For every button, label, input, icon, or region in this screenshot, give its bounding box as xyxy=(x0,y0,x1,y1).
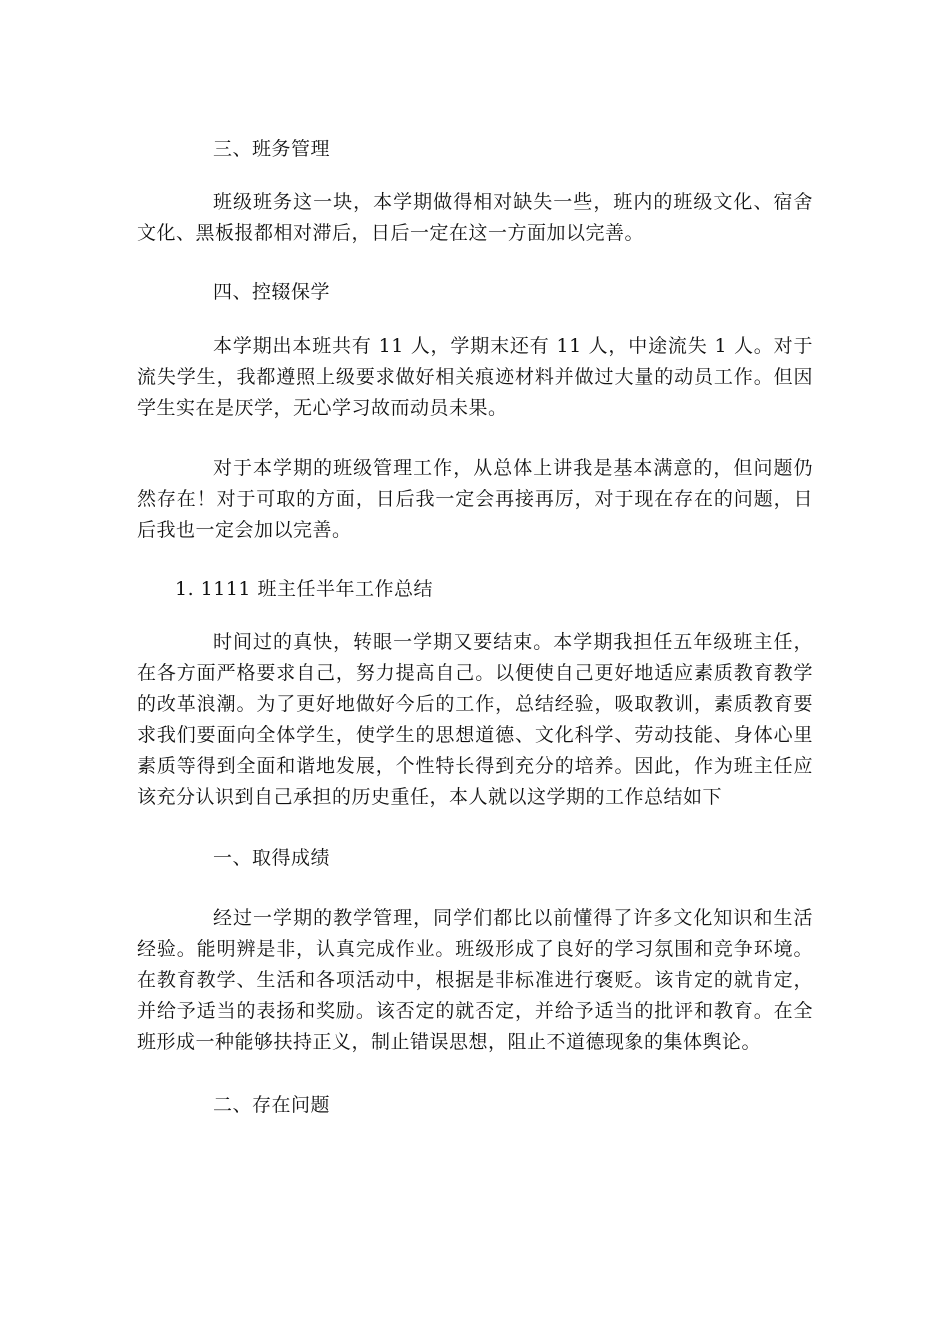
section4-heading: 四、控辍保学 xyxy=(213,281,331,303)
achievements-paragraph-block xyxy=(137,903,813,1058)
summary-paragraph-block xyxy=(137,453,813,546)
summary-paragraph: 对于本学期的班级管理工作，从总体上讲我是基本满意的，但问题仍然存在！对于可取的方面，日后我一定会再接再厉，对于现在存在的问题，日后我也一定会加以完善。 xyxy=(137,457,813,541)
section4-heading-block xyxy=(137,277,813,308)
section4-paragraph: 本学期出本班共有 11 人，学期末还有 11 人，中途流失 1 人。对于流失学生，我都遵照上级要求做好相关痕迹材料并做过大量的动员工作。但因学生实在是厌学，无心学习故而动员未果。 xyxy=(137,335,813,419)
section3-heading: 三、班务管理 xyxy=(213,138,331,160)
section3-paragraph-block xyxy=(137,187,813,249)
achievements-paragraph: 经过一学期的教学管理，同学们都比以前懂得了许多文化知识和生活经验。能明辨是非，认真完成作业。班级形成了良好的学习氛围和竞争环境。在教育教学、生活和各项活动中，根据是非标准进行褒贬。该肯定的就肯定，并给予适当的表扬和奖励。该否定的就否定，并给予适当的批评和教育。在全班形成一种能够扶持正义，制止错误思想，阻止不道德现象的集体舆论。 xyxy=(137,907,813,1053)
section3-heading-block xyxy=(137,134,813,165)
achievements-heading-block xyxy=(137,843,813,874)
article-title: 1. 1111 班主任半年工作总结 xyxy=(175,578,434,600)
problems-heading-block xyxy=(137,1090,813,1121)
article-title-block xyxy=(137,574,813,605)
section4-paragraph-block xyxy=(137,331,813,424)
intro-paragraph-block xyxy=(137,627,813,813)
achievements-heading: 一、取得成绩 xyxy=(213,847,331,869)
intro-paragraph: 时间过的真快，转眼一学期又要结束。本学期我担任五年级班主任，在各方面严格要求自己，努力提高自己。以便使自己更好地适应素质教育教学的改革浪潮。为了更好地做好今后的工作，总结经验，吸取教训，素质教育要求我们要面向全体学生，使学生的思想道德、文化科学、劳动技能、身体心里素质等得到全面和谐地发展，个性特长得到充分的培养。因此，作为班主任应该充分认识到自己承担的历史重任，本人就以这学期的工作总结如下 xyxy=(137,631,813,808)
section3-paragraph: 班级班务这一块，本学期做得相对缺失一些，班内的班级文化、宿舍文化、黑板报都相对滞后，日后一定在这一方面加以完善。 xyxy=(137,191,813,244)
problems-heading: 二、存在问题 xyxy=(213,1094,331,1116)
